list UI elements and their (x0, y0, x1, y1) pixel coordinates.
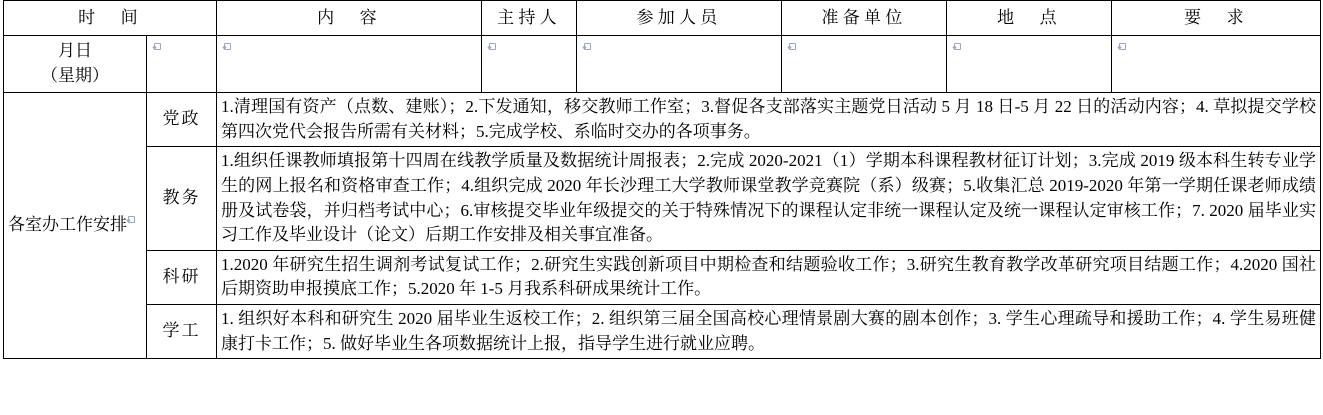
category-party-affairs: 党政 (147, 93, 217, 147)
table-row (4, 305, 1321, 359)
table-row (4, 250, 1321, 304)
subheader-blank-location (947, 36, 1112, 93)
header-host: 主持人 (482, 1, 577, 36)
comment-anchor-icon (127, 215, 136, 224)
header-content: 内 容 (217, 1, 482, 36)
content-party-affairs: 1.清理国有资产（点数、建账）；2.下发通知，移交教师工作室；3.督促各支部落实主题党日活动 5 月 18 日-5 月 22 日的活动内容；4. 草拟提交学校第四次党代会报告所需有关材料；5.完成学校、系临时交办的各项事务。 (217, 93, 1321, 147)
content-research: 1.2020 年研究生招生调剂考试复试工作；2.研究生实践创新项目中期检查和结题验收工作；3.研究生教育教学改革研究项目结题工作；4.2020 国社后期资助申报摸底工作；5.2020 年 1-5 月我系科研成果统计工作。 (217, 250, 1321, 304)
comment-anchor-icon (953, 42, 962, 51)
subheader-date-weekday (4, 36, 147, 93)
comment-anchor-icon (583, 42, 592, 51)
table-subheader-row (4, 36, 1321, 93)
category-research: 科研 (147, 250, 217, 304)
header-participants: 参加人员 (577, 1, 782, 36)
table-row (4, 147, 1321, 251)
comment-anchor-icon (488, 42, 497, 51)
weekly-schedule-table (3, 0, 1321, 359)
row-label-office-work-arrangement (4, 93, 147, 359)
subheader-blank-content (217, 36, 482, 93)
header-requirements: 要 求 (1112, 1, 1321, 36)
subheader-blank-requirements (1112, 36, 1321, 93)
header-location: 地 点 (947, 1, 1112, 36)
table-header-row (4, 1, 1321, 36)
subheader-blank-category (147, 36, 217, 93)
table-row (4, 93, 1321, 147)
subheader-blank-preparing-unit (782, 36, 947, 93)
category-academic-affairs: 教务 (147, 147, 217, 251)
comment-anchor-icon (788, 42, 797, 51)
comment-anchor-icon (223, 42, 232, 51)
subheader-line-2: （星期） (41, 66, 109, 85)
subheader-line-1: 月日 (58, 41, 92, 61)
content-academic-affairs: 1.组织任课教师填报第十四周在线教学质量及数据统计周报表；2.完成 2020-2021（1）学期本科课程教材征订计划；3.完成 2019 级本科生转专业学生的网上报名和资格审查工作；4.组织完成 2020 年长沙理工大学教师课堂教学竞赛院（系）级赛；5.收集汇总 2019-2020 年第一学期任课老师成绩册及试卷袋，并归档考试中心；6.审核提交毕业年级提交的关于特殊情况下的课程认定非统一课程认定及统一课程认定审核工作；7. 2020 届毕业实习工作及毕业设计（论文）后期工作安排及相关事宜准备。 (217, 147, 1321, 251)
subheader-blank-participants (577, 36, 782, 93)
category-student-affairs: 学工 (147, 305, 217, 359)
header-time: 时 间 (4, 1, 217, 36)
comment-anchor-icon (1118, 42, 1127, 51)
subheader-blank-host (482, 36, 577, 93)
content-student-affairs: 1. 组织好本科和研究生 2020 届毕业生返校工作；2. 组织第三届全国高校心理情景剧大赛的剧本创作；3. 学生心理疏导和援助工作；4. 学生易班健康打卡工作；5. 做好毕业生各项数据统计上报，指导学生进行就业应聘。 (217, 305, 1321, 359)
row-label-text: 各室办工作安排 (8, 215, 127, 235)
header-preparing-unit: 准备单位 (782, 1, 947, 36)
comment-anchor-icon (153, 42, 162, 51)
